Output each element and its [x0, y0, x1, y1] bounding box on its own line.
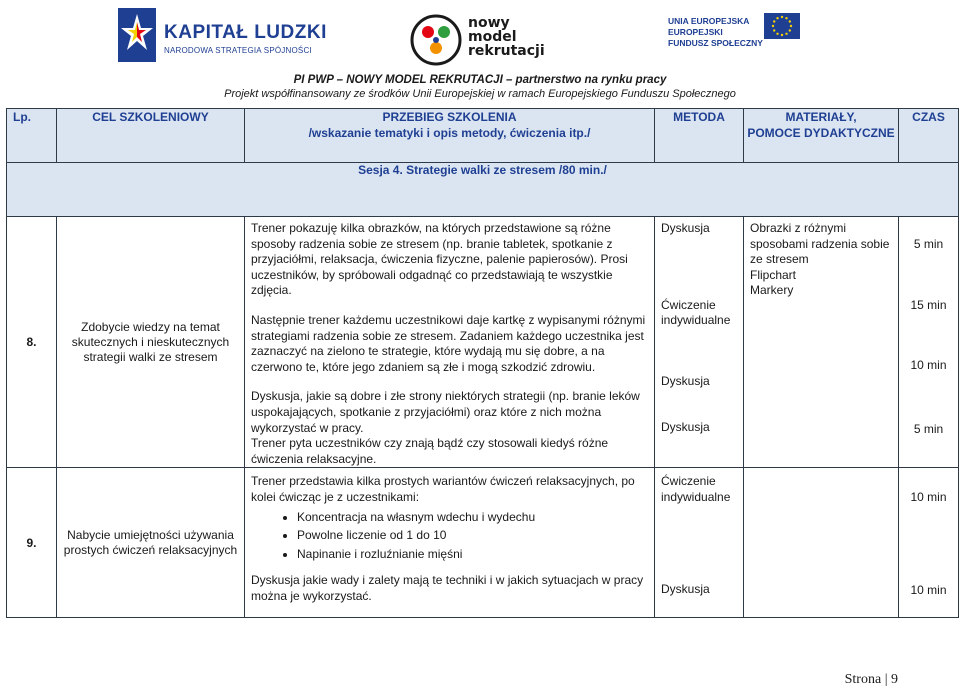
- nowy-model-rekrutacji-logo: [410, 8, 545, 66]
- program-paragraph: Dyskusja, jakie są dobre i złe strony niektórych strategii (np. branie leków uspokajających, spotkanie z przyjaciółmi) oraz które z nich można wykorzystać w pracy.: [251, 389, 640, 435]
- method-item: Dyskusja: [661, 581, 710, 596]
- row-program: [245, 217, 655, 468]
- program-paragraph: Dyskusja jakie wady i zalety mają te techniki i w jakich sytuacjach w pracy można je wykorzystać.: [251, 573, 644, 603]
- row-times: [899, 468, 959, 618]
- eu-flag-icon: [764, 13, 800, 39]
- time-item: 5 min: [913, 237, 944, 251]
- material-item: Obrazki z różnymi sposobami radzenia sobie ze stresem: [750, 221, 890, 267]
- time-item: 15 min: [910, 297, 947, 312]
- program-paragraph: Następnie trener każdemu uczestnikowi daje kartkę z wypisanymi różnymi strategiami radzenia sobie ze stresem. Zadaniem każdego uczestnika jest zaznaczyć na zielono te strategie, które wydają mu się dobre, a na czerwono te, które jego zdaniem są złe i mogą szkodzić zdrowiu.: [251, 312, 646, 374]
- row-materials-empty: [744, 468, 899, 618]
- unia-europejska-text: UNIA EUROPEJSKA EUROPEJSKI FUNDUSZ SPOŁECZNY: [668, 16, 763, 48]
- row-goal: Zdobycie wiedzy na temat skutecznych i nieskutecznych strategii walki ze stresem: [57, 217, 245, 468]
- session-title: Sesja 4. Strategie walki ze stresem /80 min./: [7, 163, 959, 217]
- session-row: [7, 163, 959, 217]
- row-times: [899, 217, 959, 468]
- program-paragraph: Trener pokazuję kilka obrazków, na których przedstawione są różne sposoby radzenia sobie ze stresem (np. branie tabletek, spotkanie z przyjaciółmi, relaksacja, ćwiczenia fizyczne, palenie papierosów). Prosi uczestników, by spróbowali odgadnąć co przedstawiają te wszystkie zdjęcia.: [251, 221, 628, 298]
- time-item: 10 min: [910, 582, 947, 597]
- list-item: • Powolne liczenie od 1 do 10: [297, 528, 648, 544]
- time-item: 10 min: [910, 358, 947, 373]
- header-program: PRZEBIEG SZKOLENIA /wskazanie tematyki i opis metody, ćwiczenia itp./: [245, 109, 655, 163]
- row-number: 9.: [7, 468, 57, 618]
- project-title: PI PWP – NOWY MODEL REKRUTACJI – partnerstwo na rynku pracy: [293, 74, 667, 86]
- list-item: • Napinanie i rozluźnianie mięśni: [297, 547, 648, 563]
- method-item: Dyskusja: [661, 373, 710, 388]
- project-funding-note: Projekt współfinansowany ze środków Unii Europejskiej w ramach Europejskiego Funduszu Społecznego: [224, 88, 736, 100]
- list-item: • Koncentracja na własnym wdechu i wydechu: [297, 510, 648, 526]
- time-item: 5 min: [913, 421, 944, 436]
- method-item: Dyskusja: [661, 420, 710, 435]
- table-header-row: [7, 109, 959, 163]
- header-materials: MATERIAŁY, POMOCE DYDAKTYCZNE: [744, 109, 899, 163]
- header-lp: Lp.: [7, 109, 57, 163]
- recruitment-people-icon: [410, 14, 462, 66]
- method-item: Dyskusja: [661, 221, 710, 235]
- table-row: [7, 468, 959, 618]
- material-item: Markery: [750, 283, 794, 298]
- page-number: Strona | 9: [844, 672, 898, 687]
- kapital-ludzki-logo: [118, 8, 327, 66]
- method-item: Ćwiczenie indywidualne: [661, 474, 731, 504]
- kapital-ludzki-title: KAPITAŁ LUDZKI: [164, 22, 327, 43]
- header-method: METODA: [655, 109, 744, 163]
- row-methods: [655, 468, 744, 618]
- nowy-model-rekrutacji-text: nowy model rekrutacji: [468, 15, 545, 59]
- row-methods: [655, 217, 744, 468]
- unia-europejska-logo: [668, 13, 808, 53]
- exercise-list: [251, 510, 648, 563]
- kapital-ludzki-star-icon: [118, 8, 156, 62]
- row-goal: Nabycie umiejętności używania prostych ćwiczeń relaksacyjnych: [57, 468, 245, 618]
- program-paragraph: Trener przedstawia kilka prostych wariantów ćwiczeń relaksacyjnych, po kolei ćwicząc je z uczestnikami:: [251, 474, 635, 504]
- material-item: Flipchart: [750, 267, 797, 282]
- row-program: [245, 468, 655, 618]
- time-item: 10 min: [910, 490, 947, 505]
- header-time: CZAS: [899, 109, 959, 163]
- program-paragraph: Trener pyta uczestników czy znają bądź czy stosowali kiedyś różne ćwiczenia relaksacyjne.: [251, 436, 609, 466]
- table-row: [7, 217, 959, 468]
- training-plan-table: [6, 108, 959, 618]
- header-goal: CEL SZKOLENIOWY: [57, 109, 245, 163]
- row-materials: [744, 217, 899, 468]
- kapital-ludzki-subtitle: NARODOWA STRATEGIA SPÓJNOŚCI: [164, 46, 312, 55]
- row-number: 8.: [7, 217, 57, 468]
- method-item: Ćwiczenie indywidualne: [661, 297, 731, 328]
